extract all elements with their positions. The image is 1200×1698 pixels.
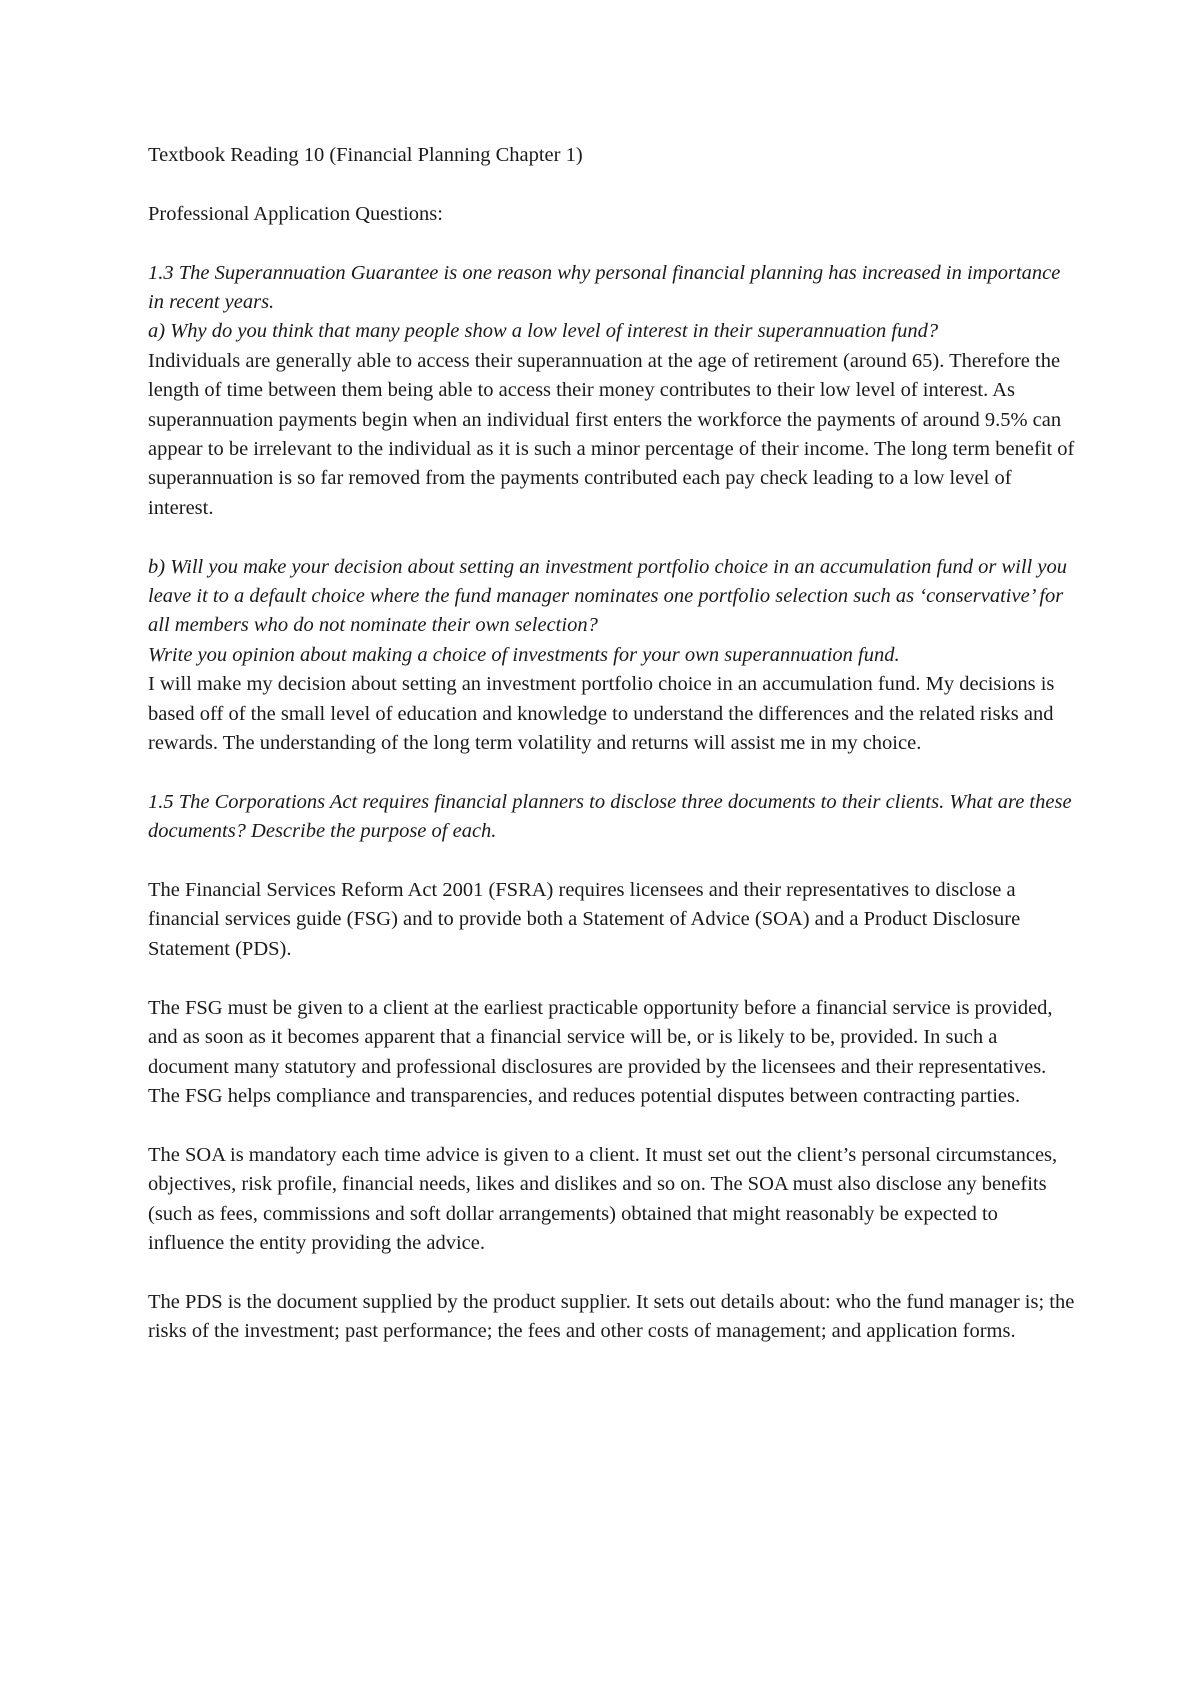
answer-1-5-fsg: The FSG must be given to a client at the earliest practicable opportunity before a financial service is provided, and as soon as it becomes apparent that a financial service will be, or is likely to be, provided. In such a document many statutory and professional disclosures are provided by the licensees and their representatives. The FSG helps compliance and transparencies, and reduces potential disputes between contracting parties. (148, 996, 1053, 1107)
question-1-3-part-b-prompt: Write you opinion about making a choice of investments for your own superannuation fund. (148, 643, 900, 666)
spacer (148, 964, 1078, 993)
question-1-3: 1.3 The Superannuation Guarantee is one reason why personal financial planning has increased in importance in recent years. (148, 261, 1061, 313)
spacer (148, 758, 1078, 787)
question-1-3-part-b: b) Will you make your decision about setting an investment portfolio choice in an accumulation fund or will you leave it to a default choice where the fund manager nominates one portfolio selection such as ‘conservative’ for all members who do not nominate their own selection? (148, 555, 1067, 637)
spacer (148, 523, 1078, 552)
question-1-3-part-a: a) Why do you think that many people show a low level of interest in their superannuation fund? (148, 320, 939, 343)
answer-1-5-pds: The PDS is the document supplied by the product supplier. It sets out details about: who the fund manager is; the risks of the investment; past performance; the fees and other costs of management; and application forms. (148, 1290, 1075, 1343)
question-1-5: 1.5 The Corporations Act requires financial planners to disclose three documents to their clients. What are these documents? Describe the purpose of each. (148, 790, 1072, 843)
spacer (148, 1258, 1078, 1287)
answer-1-5-intro: The Financial Services Reform Act 2001 (FSRA) requires licensees and their representatives to disclose a financial services guide (FSG) and to provide both a Statement of Advice (SOA) and a Product Disclosure Statement (PDS). (148, 879, 1021, 960)
section-heading: Professional Application Questions: (148, 202, 443, 225)
answer-1-5-soa: The SOA is mandatory each time advice is given to a client. It must set out the client’s personal circumstances, objectives, risk profile, financial needs, likes and dislikes and so on. The SOA must also disclose any benefits (such as fees, commissions and soft dollar arrangements) obtained that might reasonably be expected to influence the entity providing the advice. (148, 1143, 1058, 1254)
spacer (148, 170, 1078, 199)
spacer (148, 229, 1078, 258)
answer-1-3-part-a: Individuals are generally able to access their superannuation at the age of retirement (around 65). Therefore the length of time between them being able to access their money contributes to their low level of interest. As superannuation payments begin when an individual first enters the workforce the payments of around 9.5% can appear to be irrelevant to the individual as it is such a minor percentage of their income. The long term benefit of superannuation is so far removed from the payments contributed each pay check leading to a low level of interest. (148, 349, 1075, 519)
spacer (148, 847, 1078, 876)
spacer (148, 1111, 1078, 1140)
answer-1-3-part-b: I will make my decision about setting an investment portfolio choice in an accumulation fund. My decisions is based off of the small level of education and knowledge to understand the differences and the related risks and rewards. The understanding of the long term volatility and returns will assist me in my choice. (148, 673, 1055, 755)
document-title: Textbook Reading 10 (Financial Planning Chapter 1) (148, 144, 583, 166)
document-body (148, 141, 1078, 1347)
